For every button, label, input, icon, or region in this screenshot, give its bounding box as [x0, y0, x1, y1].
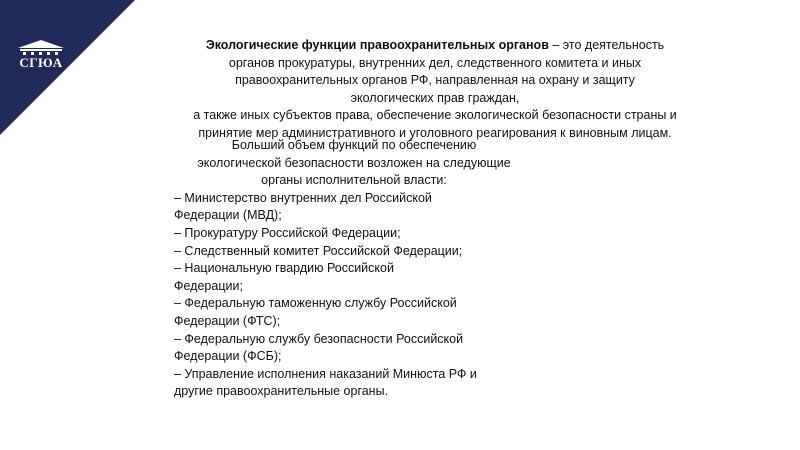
intro-line: – это деятельность	[548, 38, 665, 52]
definition-term: Экологические функции правоохранительных органов	[205, 38, 549, 52]
executive-bodies-block	[174, 137, 574, 401]
list-item-line: – Федеральную таможенную службу Российской	[174, 296, 457, 311]
intro-line: экологических прав граждан,	[350, 90, 520, 105]
list-item-line: – Министерство внутренних дел Российской	[174, 190, 432, 205]
list-item-line: – Прокуратуру Российской Федерации;	[174, 225, 401, 240]
block-heading-line: экологической безопасности возложен на следующие	[197, 155, 511, 170]
intro-paragraph	[135, 37, 735, 142]
list-item-line: – Федеральную службу безопасности Российской	[174, 331, 464, 346]
intro-line: а также иных субъектов права, обеспечение экологической безопасности страны и	[193, 108, 677, 122]
block-heading-line: органы исполнительной власти:	[261, 173, 447, 188]
logo-text: СГЮА	[19, 55, 63, 70]
list-item-line: – Управление исполнения наказаний Минюста РФ и	[174, 366, 477, 381]
list-item-line: Федерации (МВД);	[174, 208, 282, 223]
block-heading-line: Больший объем функций по обеспечению	[231, 138, 477, 152]
list-item-line: другие правоохранительные органы.	[174, 384, 389, 399]
list-item-line: Федерации (ФТС);	[174, 313, 281, 328]
intro-line: принятие мер административного и уголовного реагирования к виновным лицам.	[198, 125, 672, 140]
list-item-line: Федерации;	[174, 278, 243, 293]
list-item-line: – Следственный комитет Российской Федерации;	[174, 243, 463, 258]
list-item-line: Федерации (ФСБ);	[174, 349, 282, 364]
intro-line: органов прокуратуры, внутренних дел, следственного комитета и иных	[228, 55, 642, 70]
list-item-line: – Национальную гвардию Российской	[174, 261, 394, 276]
intro-line: правоохранительных органов РФ, направленная на охрану и защиту	[235, 73, 635, 87]
